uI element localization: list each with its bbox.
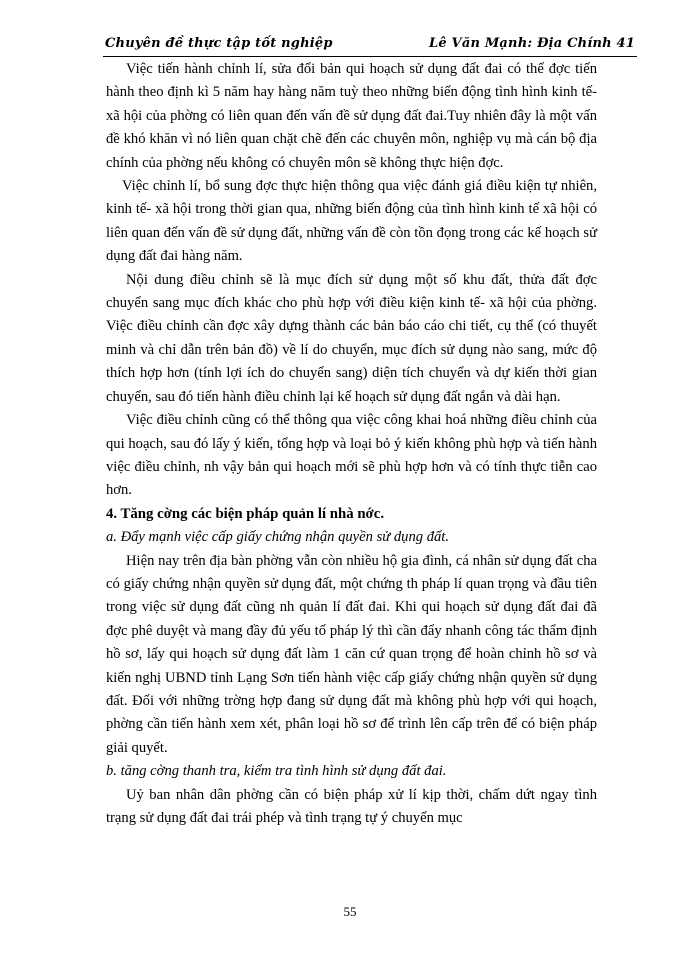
page-body — [106, 58, 597, 830]
paragraph-a: Hiện nay trên địa bàn phờng vẫn còn nhiều hộ gia đình, cá nhân sử dụng đất cha có giấy chứng nhận quyền sử dụng đất, một chứng th pháp lí quan trọng và đầu tiên trong việc sử dụng đất cũng nh quản lí đất đai. Khi qui hoạch sử dụng đất đai đã đợc phê duyệt và mang đầy đủ yếu tố pháp lý thì cần đẩy nhanh công tác thẩm định hồ sơ, lấy qui hoạch sử dụng đất làm 1 căn cứ quan trọng để hoàn chỉnh hồ sơ và kiến nghị UBND tỉnh Lạng Sơn tiến hành việc cấp giấy chứng nhận quyền sử dụng đất. Đối với những trờng hợp đang sử dụng đất mà không phù hợp với qui hoạch, phờng cần tiến hành xem xét, phân loại hồ sơ để trình lên cấp trên để có biện pháp giải quyết. — [106, 552, 597, 756]
paragraph-1: Việc tiến hành chỉnh lí, sửa đổi bản qui hoạch sử dụng đất đai có thể đợc tiến hành theo định kì 5 năm hay hàng năm tuỳ theo những biến động tình hình kinh tế- xã hội của phờng có liên quan đến vấn đề sử dụng đất đai.Tuy nhiên đây là một vấn đề khó khăn vì nó liên quan chặt chẽ đến các chuyên môn, nghiệp vụ mà cán bộ địa chính của phờng nếu không có chuyên môn sẽ không thực hiện đợc. — [106, 61, 597, 171]
paragraph-2: Việc chỉnh lí, bổ sung đợc thực hiện thông qua việc đánh giá điều kiện tự nhiên, kinh tế- xã hội trong thời gian qua, những biến động của tình hình kinh tế xã hội có liên quan đến vấn đề sử dụng đất, những vấn đề còn tồn đọng trong các kế hoạch sử dụng đất đai hàng năm. — [106, 178, 597, 265]
page-header — [103, 34, 637, 57]
paragraph-b: Uỷ ban nhân dân phờng cần có biện pháp xử lí kịp thời, chấm dứt ngay tình trạng sử dụng đất đai trái phép và tình trạng tự ý chuyển mục — [106, 786, 597, 826]
paragraph-4: Việc điều chỉnh cũng có thể thông qua việc công khai hoá những điều chỉnh của qui hoạch, sau đó lấy ý kiến, tổng hợp và loại bỏ ý kiến không phù hợp và tiến hành việc điều chỉnh, nh vậy bản qui hoạch mới sẽ phù hợp hơn và có tính thực tiễn cao hơn. — [106, 412, 597, 499]
header-title: Chuyên đề thực tập tốt nghiệp — [105, 36, 333, 51]
header-author: Lê Văn Mạnh: Địa Chính 41 — [429, 36, 635, 51]
subsection-a-heading: a. Đẩy mạnh việc cấp giấy chứng nhận quyền sử dụng đất. — [106, 529, 449, 546]
subsection-b-heading: b. tăng cờng thanh tra, kiểm tra tình hình sử dụng đất đai. — [106, 763, 447, 780]
page-number: 55 — [343, 904, 357, 919]
paragraph-3: Nội dung điều chỉnh sẽ là mục đích sử dụng một số khu đất, thửa đất đợc chuyển sang mục đích khác cho phù hợp với điều kiện kinh tế- xã hội của phờng. Việc điều chỉnh cần đợc xây dựng thành các bản báo cáo chi tiết, cụ thể (có thuyết minh và chỉ dẫn trên bản đồ) về lí do chuyển, mục đích sử dụng nào sang, mức độ thích hợp hơn (tính lợi ích do chuyển sang) diện tích chuyển và dự kiến thời gian chuyển, sau đó tiến hành điều chỉnh lại kế hoạch sử dụng đất ngắn và dài hạn. — [106, 271, 597, 405]
section-heading: 4. Tăng cờng các biện pháp quản lí nhà nớc. — [106, 505, 385, 522]
